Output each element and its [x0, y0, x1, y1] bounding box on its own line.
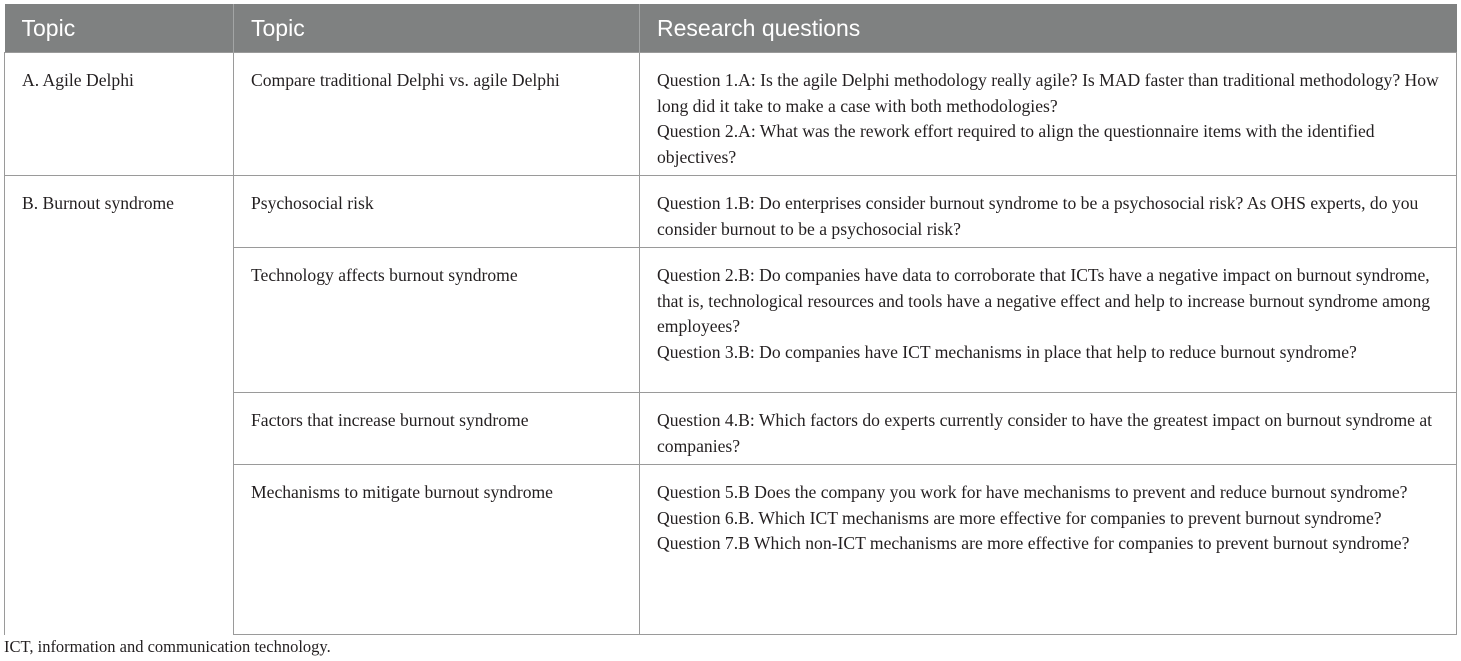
questions-cell: [640, 176, 1457, 248]
subtopic-cell: [234, 393, 640, 465]
question-text: Question 2.A: What was the rework effort required to align the questionnaire items with the identified objectives?: [657, 121, 1375, 167]
questions-cell: [640, 53, 1457, 176]
subtopic-label: Compare traditional Delphi vs. agile Delphi: [251, 70, 560, 90]
table-row: [5, 53, 1457, 176]
subtopic-cell: [234, 465, 640, 635]
table-header: [5, 4, 1457, 53]
topic-cell: [5, 53, 234, 176]
question-text: Question 5.B Does the company you work for have mechanisms to prevent and reduce burnout syndrome?: [657, 482, 1408, 502]
subtopic-cell: [234, 248, 640, 393]
question-text: Question 7.B Which non-ICT mechanisms are more effective for companies to prevent burnout syndrome?: [657, 533, 1410, 553]
topic-label: A. Agile Delphi: [22, 70, 134, 90]
subtopic-cell: [234, 176, 640, 248]
subtopic-cell: [234, 53, 640, 176]
subtopic-label: Technology affects burnout syndrome: [251, 265, 518, 285]
questions-cell: [640, 393, 1457, 465]
question-text: Question 6.B. Which ICT mechanisms are more effective for companies to prevent burnout syndrome?: [657, 507, 1382, 528]
research-questions-table-wrapper: [4, 4, 1456, 635]
subtopic-label: Factors that increase burnout syndrome: [251, 410, 529, 430]
table-footnote: ICT, information and communication technology.: [4, 637, 331, 656]
table-row: [5, 176, 1457, 248]
header-research-questions: Research questions: [640, 4, 1457, 53]
questions-cell: [640, 248, 1457, 393]
subtopic-label: Mechanisms to mitigate burnout syndrome: [251, 482, 553, 502]
table-body: [5, 53, 1457, 635]
question-text: Question 1.A: Is the agile Delphi methodology really agile? Is MAD faster than traditional methodology? How long did it take to make a case with both methodologies?: [657, 70, 1439, 116]
questions-cell: [640, 465, 1457, 635]
question-text: Question 4.B: Which factors do experts currently consider to have the greatest impact on burnout syndrome at companies?: [657, 410, 1433, 456]
topic-label: B. Burnout syndrome: [22, 193, 174, 213]
question-text: Question 1.B: Do enterprises consider burnout syndrome to be a psychosocial risk? As OHS experts, do you consider burnout to be a psychosocial risk?: [657, 193, 1419, 239]
header-row: [5, 4, 1457, 53]
research-questions-table: [4, 4, 1457, 635]
question-text: Question 3.B: Do companies have ICT mechanisms in place that help to reduce burnout syndrome?: [657, 341, 1357, 362]
header-subtopic: Topic: [234, 4, 640, 53]
header-topic: Topic: [5, 4, 234, 53]
question-text: Question 2.B: Do companies have data to corroborate that ICTs have a negative impact on burnout syndrome, that is, technological resources and tools have a negative effect and help to increase burnout syndrome among employees?: [657, 265, 1431, 336]
topic-cell: [5, 176, 234, 635]
subtopic-label: Psychosocial risk: [251, 193, 374, 213]
